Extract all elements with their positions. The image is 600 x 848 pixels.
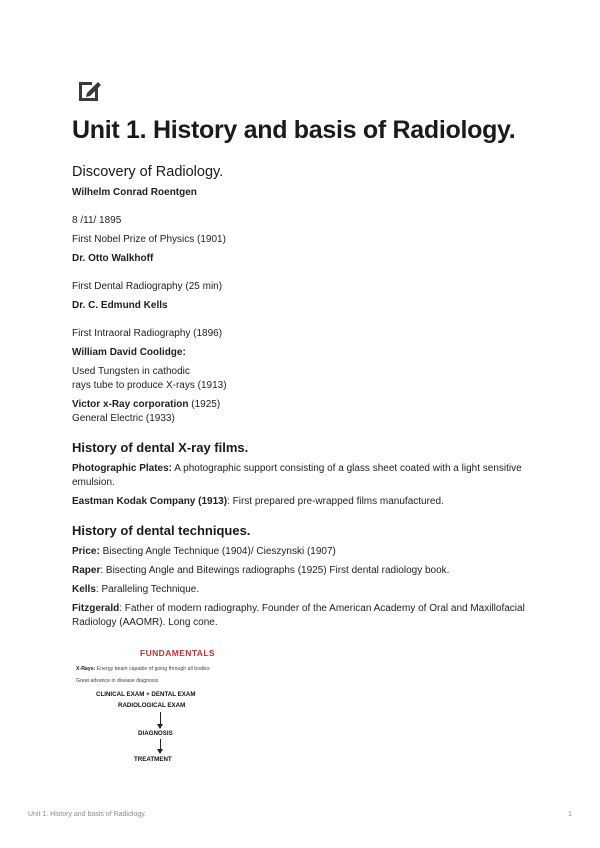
kodak-text: : First prepared pre-wrapped films manufactured. bbox=[227, 496, 444, 507]
films-heading: History of dental X-ray films. bbox=[72, 440, 249, 455]
coolidge-fact-1: Used Tungsten in cathodic bbox=[72, 366, 190, 377]
kells-technique-text: : Paralleling Technique. bbox=[95, 584, 200, 595]
figure-line2: Great advance in disease diagnosis bbox=[76, 678, 159, 684]
victor-name: Victor x-Ray corporation bbox=[72, 399, 189, 410]
plates-label: Photographic Plates: bbox=[72, 463, 173, 474]
general-electric: General Electric (1933) bbox=[72, 413, 175, 424]
coolidge-name: William David Coolidge: bbox=[72, 347, 186, 358]
figure-step-treatment: TREATMENT bbox=[134, 756, 172, 763]
kodak-paragraph bbox=[72, 495, 528, 509]
raper-label: Raper bbox=[72, 565, 101, 576]
plates-text: A photographic support consisting of a glass sheet coated with a light sensitive emulsion. bbox=[72, 463, 522, 488]
figure-xrays-label: X-Rays: bbox=[76, 666, 96, 672]
plates-paragraph bbox=[72, 462, 528, 490]
roentgen-date: 8 /11/ 1895 bbox=[72, 215, 122, 226]
fitzgerald-label: Fitzgerald bbox=[72, 603, 120, 614]
walkhoff-name: Dr. Otto Walkhoff bbox=[72, 253, 154, 264]
fundamentals-figure bbox=[76, 646, 252, 770]
figure-xrays-text: Energy beam capable of going through all bodies bbox=[95, 666, 210, 672]
kodak-label: Eastman Kodak Company (1913) bbox=[72, 496, 228, 507]
edit-note-icon bbox=[76, 76, 104, 104]
raper-paragraph bbox=[72, 564, 528, 578]
roentgen-name: Wilhelm Conrad Roentgen bbox=[72, 187, 197, 198]
roentgen-prize: First Nobel Prize of Physics (1901) bbox=[72, 234, 226, 245]
price-paragraph bbox=[72, 545, 528, 559]
page-title: Unit 1. History and basis of Radiology. bbox=[72, 116, 516, 144]
price-label: Price: bbox=[72, 546, 100, 557]
raper-text: : Bisecting Angle and Bitewings radiographs (1925) First dental radiology book. bbox=[100, 565, 450, 576]
figure-title: FUNDAMENTALS bbox=[140, 648, 215, 658]
kells-technique-label: Kells bbox=[72, 584, 96, 595]
kells-fact: First Intraoral Radiography (1896) bbox=[72, 328, 223, 339]
price-text: Bisecting Angle Technique (1904)/ Cieszynski (1907) bbox=[99, 546, 336, 557]
victor-year: (1925) bbox=[188, 399, 221, 410]
arrow-down-icon bbox=[160, 739, 161, 753]
discovery-heading: Discovery of Radiology. bbox=[72, 164, 224, 180]
techniques-heading: History of dental techniques. bbox=[72, 523, 251, 538]
victor-line bbox=[72, 398, 528, 412]
figure-xrays-line bbox=[76, 666, 210, 672]
footer-title: Unit 1. History and basis of Radiology. bbox=[28, 811, 147, 818]
figure-step-diagnosis: DIAGNOSIS bbox=[138, 730, 173, 737]
fitzgerald-paragraph bbox=[72, 602, 528, 630]
kells-technique-paragraph bbox=[72, 583, 528, 597]
figure-step-clinical: CLINICAL EXAM + DENTAL EXAM bbox=[96, 691, 196, 698]
footer-page-number: 1 bbox=[568, 811, 572, 818]
document-body bbox=[72, 162, 528, 630]
kells-name: Dr. C. Edmund Kells bbox=[72, 300, 168, 311]
figure-step-radiological: RADIOLOGICAL EXAM bbox=[118, 702, 186, 709]
fitzgerald-text: : Father of modern radiography. Founder of the American Academy of Oral and Maxillofacial Radiology (AAOMR). Long cone. bbox=[72, 603, 525, 628]
arrow-down-icon bbox=[160, 712, 161, 728]
coolidge-fact-2: rays tube to produce X-rays (1913) bbox=[72, 380, 227, 391]
walkhoff-fact: First Dental Radiography (25 min) bbox=[72, 281, 223, 292]
